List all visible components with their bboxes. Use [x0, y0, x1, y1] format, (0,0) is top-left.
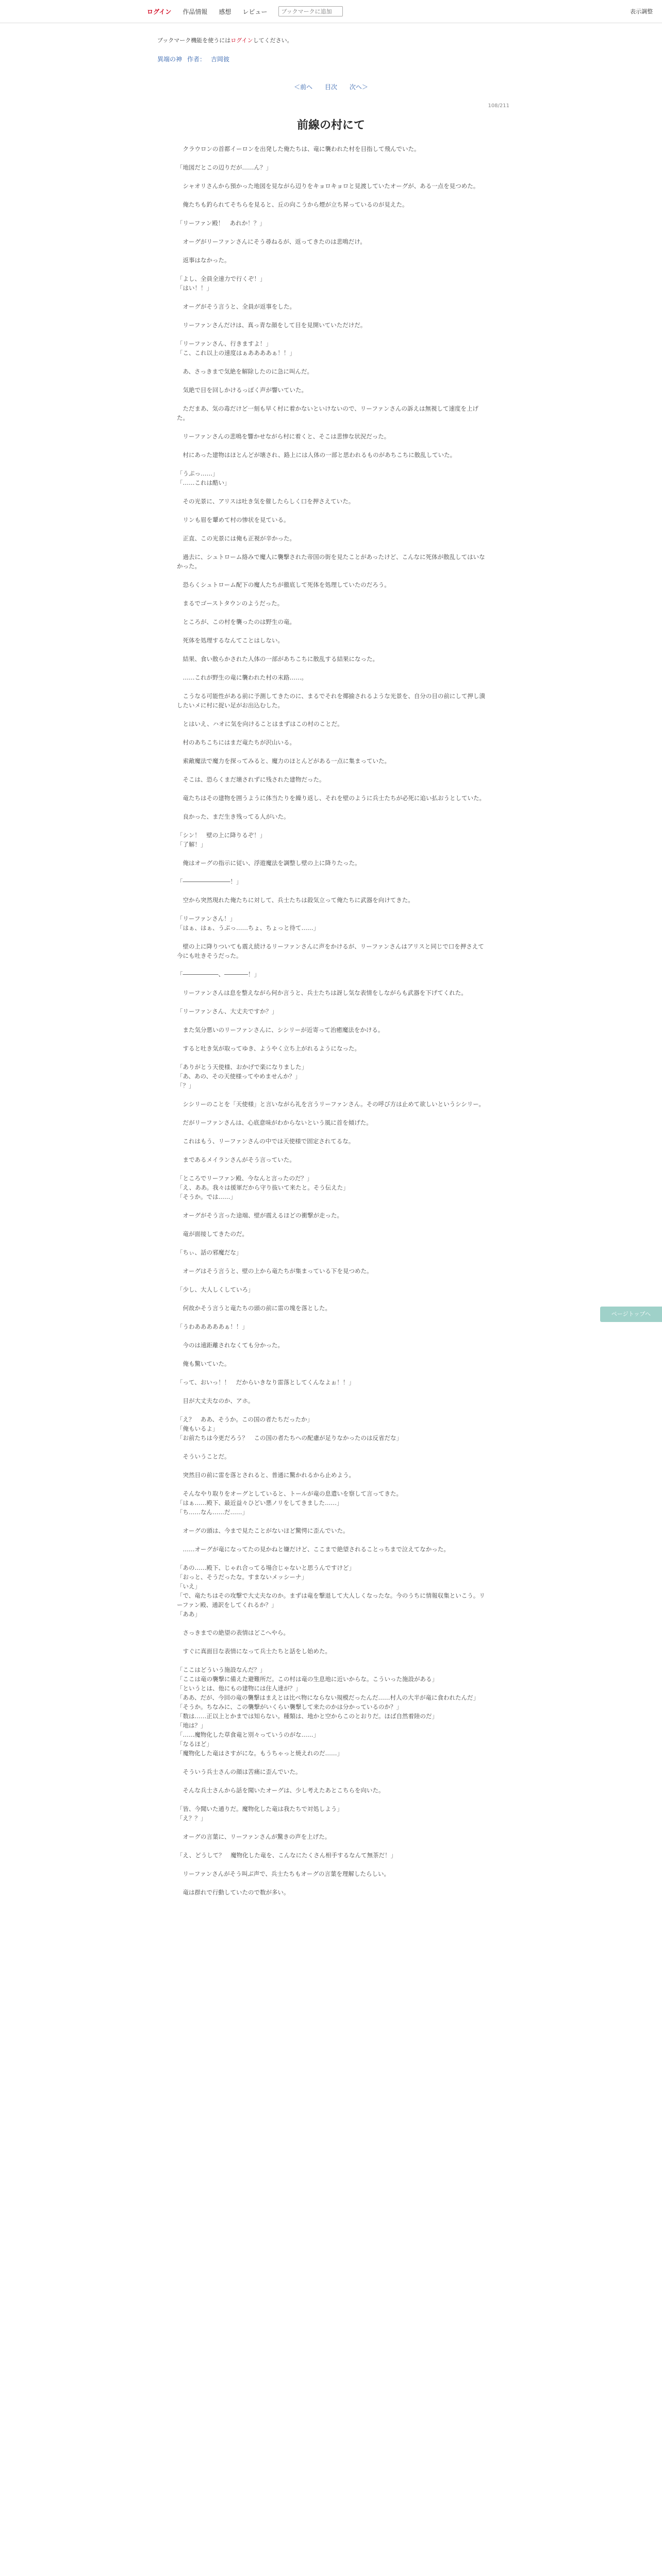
body-paragraph: 正直、この光景には俺も正視が辛かった。	[177, 535, 295, 542]
body-paragraph: 「うわあああああぁ！！」	[177, 1323, 248, 1330]
body-paragraph: そういう兵士さんの顔は苦痛に歪んでいた。	[177, 1768, 302, 1775]
body-paragraph: 死体を処理するなんてことはしない。	[177, 637, 284, 644]
body-paragraph: そういうことだ。	[177, 1453, 230, 1460]
body-paragraph: 「シン！ 壁の上に降りるぞ！」 「了解！」	[177, 832, 266, 848]
body-paragraph: 目が大丈夫なのか、アホ。	[177, 1397, 254, 1404]
body-paragraph: すると吐き気が取ってゆき、ようやく立ち上がれるようになった。	[177, 1045, 361, 1052]
body-paragraph: 竜は群れで行動していたので数が多い。	[177, 1889, 290, 1896]
body-paragraph: ……オーグが竜になってたの見かねと嫌だけど、ここまで絶望されることっちまで泣えてなかった。	[177, 1546, 450, 1553]
body-paragraph: ……これが野生の竜に襲われた村の末路……。	[177, 674, 307, 681]
body-paragraph: 気絶で目を回しかけるっぽく声が響いていた。	[177, 386, 307, 394]
body-paragraph: オーグはそう言うと、壁の上から竜たちが集まっている下を見つめた。	[177, 1267, 373, 1275]
body-paragraph: ただまあ、気の毒だけど一刻も早く村に着かないといけないので、リーファンさんの訴えは無視して速度を上げた。	[177, 405, 478, 421]
body-paragraph: 「リーファン殿！ あれか！？」	[177, 219, 266, 227]
body-paragraph: 「え？ ああ、そうか。この国の者たちだったか」 「俺もいるよ」 「お前たちは今更だろう？ この国の者たちへの配慮が足りなかったのは反省だな」	[177, 1416, 402, 1442]
body-paragraph: シシリーのことを「天使様」と言いながら礼を言うリーファンさん。その呼び方は止めて欲しいというシシリー。	[177, 1100, 485, 1108]
body-paragraph: 「リーファンさん、行きますよ！」 「こ、これ以上の速度はぁああああぁ！！」	[177, 340, 295, 357]
body-paragraph: だがリーファンさんは、心底意味がわからないという風に首を傾げた。	[177, 1119, 372, 1126]
body-paragraph: 「って、おいっ！！ だからいきなり雷落としてくんなよぉ！！」	[177, 1379, 355, 1386]
body-paragraph: 索敵魔法で魔力を探ってみると、魔力のほとんどがある一点に集まっていた。	[177, 757, 390, 765]
body-paragraph: そんなやり取りをオーグとしていると、トールが竜の息遣いを察して言ってきた。 「はぁ……殿下、最近益々ひどい悪ノリをしてきました……」 「ち……なん……だ……」	[177, 1490, 402, 1516]
body-paragraph: 「皆、今聞いた通りだ。魔物化した竜は我たちで対処しよう」 「え？？」	[177, 1805, 343, 1822]
notice-prefix: ブックマーク機能を使うには	[157, 37, 231, 44]
body-paragraph: オーグの言葉に、リーファンさんが驚きの声を上げた。	[177, 1833, 331, 1840]
body-paragraph: 俺たちも釣られてそちらを見ると、丘の向こうから煙が立ち昇っているのが見えた。	[177, 201, 408, 208]
body-paragraph: リンも眉を顰めて村の惨状を見ている。	[177, 516, 290, 523]
notice-suffix: してください。	[253, 37, 293, 44]
nav-link-comments[interactable]: 感想	[219, 8, 231, 15]
body-paragraph: 「あの……殿下、じゃれ合ってる場合じゃないと思うんですけど」 「おっと、そうだったな。すまないメッシーナ」 「いえ」 「で、竜たちはその攻撃で大丈夫なのか。まずは竜を撃退して大人しくなったな。今のうちに情報収集といこう。リーファン殿、通訳をしてくれるか？」 「ああ」	[177, 1564, 485, 1618]
body-paragraph: 「――――――――！」	[177, 878, 242, 885]
body-paragraph: とはいえ、ハオに気を向けることはまずはこの村のことだ。	[177, 720, 343, 727]
page-top-button[interactable]: ページトップへ	[600, 1307, 662, 1322]
body-paragraph: 今のは遠距離されなくても分かった。	[177, 1342, 284, 1349]
body-paragraph: 「え、どうして？ 魔物化した竜を、こんなにたくさん相手するなんて無茶だ！」	[177, 1852, 397, 1859]
body-paragraph: 「ここはどういう施設なんだ？」 「ここは竜の襲撃に備えた避難所だ。この村は竜の生息地に近いからな。こういった施設がある」 「というとは、他にもの建物には住人達が？」 「ああ、だが、今回の竜の襲撃はまえとは比べ物にならない規模だったんだ……村人の大半が竜に食われたんだ」 「そうか。ちなみに、この襲撃がいくらい襲撃して来たのかは分かっているのか？」 「数は……正以上とかまでは知らない。種類は、地かと空からこのとおりだ。ほば自然着陸のだ」 「地は？」 「……魔物化した草食竜と別々っていうのがな……」 「なるほど」 「魔物化した竜はさすがにな。もうちゃっと焼えれのだ……」	[177, 1666, 479, 1757]
bookmark-add-button[interactable]	[278, 6, 343, 16]
body-paragraph: まであるメイランさんがそう言っていた。	[177, 1156, 295, 1163]
body-paragraph: 俺はオーグの指示に従い、浮遊魔法を調整し壁の上に降りたった。	[177, 859, 361, 867]
body-paragraph: 「少し、大人しくしていろ」	[177, 1286, 254, 1293]
nav-link-work-info[interactable]: 作品情報	[183, 8, 208, 15]
breadcrumb	[157, 55, 229, 63]
body-paragraph: リーファンさんがそう叫ぶ声で、兵士たちもオーグの言葉を理解したらしい。	[177, 1870, 390, 1877]
chapter-pager	[0, 82, 662, 91]
next-chapter-link[interactable]: 次へ＞	[349, 83, 368, 91]
body-paragraph: クラウロンの首都イーロンを出発した俺たちは、竜に襲われた村を目指して飛んでいた。	[177, 145, 420, 152]
prev-chapter-link[interactable]: ＜前へ	[294, 83, 313, 91]
display-settings-link[interactable]: 表示調整	[630, 8, 653, 15]
body-paragraph: さっきまでの絶望の表情はどこへやら。	[177, 1629, 290, 1636]
body-paragraph: 恐らくシュトローム配下の魔人たちが徹底して死体を処理していたのだろう。	[177, 581, 390, 588]
body-paragraph: 結果、食い散らかされた人体の一部があちこちに散乱する結果になった。	[177, 655, 378, 663]
body-paragraph: まるでゴーストタウンのようだった。	[177, 600, 284, 607]
body-paragraph: 村にあった建物はほとんどが壊され、路上には人体の一部と思われるものがあちこちに散乱していた。	[177, 451, 456, 459]
breadcrumb-series-link[interactable]: 異端の神	[157, 56, 183, 63]
login-link[interactable]: ログイン	[147, 8, 172, 15]
page-number: 108/211	[488, 103, 509, 109]
top-navigation-bar	[0, 0, 662, 23]
body-paragraph: 「ところでリーファン殿、今なんと言ったのだ？」 「え、ああ。我々は援軍だから守り抜いて来たと。そう伝えた」 「そうか。では……」	[177, 1175, 349, 1200]
body-paragraph: そんな兵士さんから話を聞いたオーグは、少し考えたあとこちらを向いた。	[177, 1787, 385, 1794]
body-paragraph: 過去に、シュトローム絡みで魔人に襲撃された帝国の街を見たことがあったけど、こんなに死体が散乱してはいなかった。	[177, 553, 485, 570]
login-notice	[157, 36, 293, 44]
topbar-left	[147, 0, 343, 23]
body-paragraph: 「うぷっ……」 「……これは酷い」	[177, 470, 230, 486]
body-paragraph: こうなる可能性がある前に予測してきたのに、まるでそれを揶揄されるような光景を、自分の目の前にして押し潰したいメに村に捉い足がお出込むした。	[177, 692, 485, 709]
body-paragraph: 「リーファンさん！」 「はぁ、はぁ、うぷっ……ちょ、ちょっと待て……」	[177, 915, 319, 931]
body-paragraph: 「――――――、――――！」	[177, 971, 260, 978]
body-paragraph: 「よし、全員全速力で行くぞ！」 「はい！！」	[177, 275, 266, 292]
body-paragraph: 「ありがとう天使様、おかげで楽になりました」 「あ、あの、その天使様ってやめませんか？」 「？」	[177, 1063, 307, 1089]
body-paragraph: リーファンさんは息を整えながら何か言うと、兵士たちは訝し気な表情をしながらも武器を下げてくれた。	[177, 989, 467, 996]
body-paragraph: 竜たちはその建物を囲うように体当たりを繰り返し、それを壁のように兵士たちが必死に追い払おうとしていた。	[177, 794, 485, 802]
body-paragraph: オーグがリーファンさんにそう尋ねるが、返ってきたのは悲鳴だけ。	[177, 238, 366, 245]
novel-body	[177, 144, 485, 1906]
body-paragraph: 良かった、まだ生き残ってる人がいた。	[177, 813, 290, 820]
body-paragraph: また気分悪いのリーファンさんに、シシリーが近寄って治癒魔法をかける。	[177, 1026, 384, 1033]
body-paragraph: リーファンさんの悲鳴を響かせながら村に着くと、そこは悲惨な状況だった。	[177, 433, 390, 440]
body-paragraph: すぐに真面目な表情になって兵士たちと話をし始めた。	[177, 1648, 331, 1655]
body-paragraph: ところが、この村を襲ったのは野生の竜。	[177, 618, 295, 625]
body-paragraph: あ、さっきまで気絶を解除したのに急に叫んだ。	[177, 368, 313, 375]
body-paragraph: オーグの頭は、今まで見たことがないほど驚愕に歪んでいた。	[177, 1527, 349, 1534]
body-paragraph: 竜が面接してきたのだ。	[177, 1230, 248, 1238]
body-paragraph: オーグがそう言うと、全員が返事をした。	[177, 303, 295, 310]
breadcrumb-author-label: 作者：	[187, 56, 206, 63]
body-paragraph: シャオリさんから預かった地図を見ながら辺りをキョロキョロと見渡していたオーグが、ある一点を見つめた。	[177, 182, 479, 190]
body-paragraph: 村のあちこちにはまだ竜たちが沢山いる。	[177, 739, 295, 746]
notice-login-link[interactable]: ログイン	[230, 37, 253, 44]
body-paragraph: 壁の上に降りついても震え続けるリーファンさんに声をかけるが、リーファンさんはアリスと同じで口を押さえて今にも吐きそうだった。	[177, 943, 484, 959]
body-paragraph: 「地図だとこの辺りだが……ん？」	[177, 164, 272, 171]
body-paragraph: 「リーファンさん、大丈夫ですか？」	[177, 1008, 278, 1015]
nav-link-reviews[interactable]: レビュー	[242, 8, 268, 15]
body-paragraph: オーグがそう言った途端、壁が震えるほどの衝撃が走った。	[177, 1212, 343, 1219]
body-paragraph: そこは、恐らくまだ壊されずに残された建物だった。	[177, 776, 325, 783]
table-of-contents-link[interactable]: 目次	[324, 83, 337, 91]
body-paragraph: 「ちぃ、話の邪魔だな」	[177, 1249, 242, 1256]
body-paragraph: 俺も驚いていた。	[177, 1360, 230, 1367]
body-paragraph: 何故かそう言うと竜たちの頭の前に雷の塊を落とした。	[177, 1304, 331, 1312]
body-paragraph: 空から突然現れた俺たちに対して、兵士たちは殺気立って俺たちに武器を向けてきた。	[177, 896, 414, 904]
body-paragraph: 突然目の前に雷を落とされると、普通に驚かれるから止めよう。	[177, 1471, 355, 1479]
breadcrumb-author-link[interactable]: 吉岡彼	[211, 56, 230, 63]
body-paragraph: これはもう、リーファンさんの中では天使様で固定されてるな。	[177, 1138, 355, 1145]
chapter-title: 前線の村にて	[296, 119, 365, 132]
body-paragraph: その光景に、アリスは吐き気を催したらしく口を押さえていた。	[177, 498, 355, 505]
body-paragraph: リーファンさんだけは、真っ青な顔をして目を見開いていただけだ。	[177, 321, 367, 329]
body-paragraph: 返事はなかった。	[177, 257, 230, 264]
